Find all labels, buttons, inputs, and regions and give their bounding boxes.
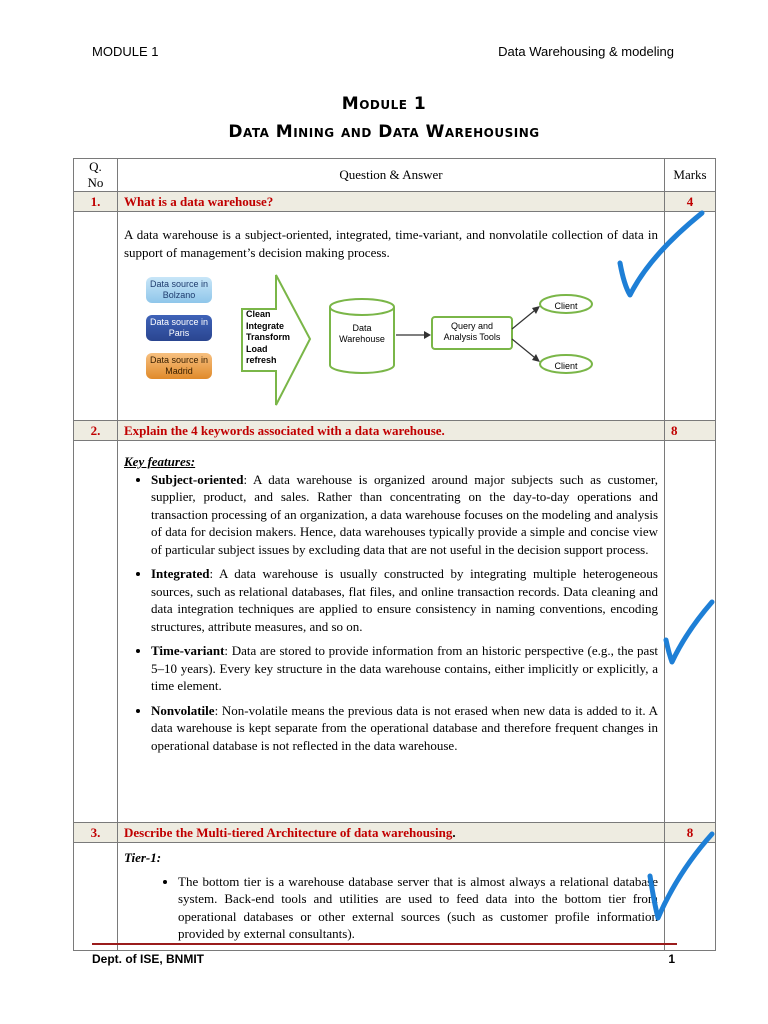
question-marks: 4: [665, 192, 716, 212]
question-text: Describe the Multi-tiered Architecture of data warehousing.: [118, 823, 665, 843]
tier-list: [124, 873, 658, 943]
question-number: 1.: [74, 192, 118, 212]
check-mark-icon: [642, 828, 718, 924]
header-subject: Data Warehousing & modeling: [498, 44, 674, 59]
page-title: Module 1: [341, 94, 427, 114]
col-marks: Marks: [665, 159, 716, 192]
header-module: MODULE 1: [92, 44, 159, 59]
list-item: • Nonvolatile: Non-volatile means the previous data is not erased when new data is added to it. A data warehouse is kept separate from the operational database and therefore frequent changes in operational database is not reflected in the data warehouse.: [151, 702, 658, 755]
answer-row-2: [74, 441, 716, 823]
list-item: • Integrated: A data warehouse is usually constructed by integrating multiple heterogeneous sources, such as relational databases, flat files, and online transaction records. Data cleaning and data integration techniques are applied to ensure consistency in naming conventions, encoding structures, attribute measures, and so on.: [151, 565, 658, 635]
question-marks: 8: [665, 823, 716, 843]
source-bolzano: Data source in Bolzano: [146, 277, 212, 303]
client-label-2: Client: [554, 361, 578, 371]
answer-text: A data warehouse is a subject-oriented, integrated, time-variant, and nonvolatile collection of data in support of management’s decision making process.: [124, 227, 658, 260]
source-paris: Data source in Paris: [146, 315, 212, 341]
tier-heading: Tier-1:: [124, 850, 162, 865]
question-number: 2.: [74, 421, 118, 441]
question-text: What is a data warehouse?: [118, 192, 665, 212]
list-item: • Time-variant: Data are stored to provide information from an historic perspective (e.g., the past 5–10 years). Every key structure in the data warehouse contains, either implicitly or explicitly, a time element.: [151, 642, 658, 695]
footer-rule: [92, 943, 677, 945]
check-mark-icon: [610, 205, 720, 305]
warehouse-label: Data Warehouse: [339, 323, 385, 344]
footer-department: Dept. of ISE, BNMIT: [92, 952, 204, 966]
key-features-heading: Key features:: [124, 454, 196, 469]
col-question: Question & Answer: [118, 159, 665, 192]
process-steps: Clean Integrate Transform Load refresh: [246, 309, 291, 365]
question-row-3: [74, 823, 716, 843]
question-number: 3.: [74, 823, 118, 843]
question-row-2: [74, 421, 716, 441]
key-features-list: [124, 471, 658, 755]
list-item: • Subject-oriented: A data warehouse is organized around major subjects such as customer, supplier, product, and sales. Rather than concentrating on the day-to-day operations and transaction processing of an organization, a data warehouse focuses on the modeling and analysis of data for decision makers. Hence, data warehouses typically provide a simple and concise view of particular subject issues by excluding data that are not useful in the decision support process.: [151, 471, 658, 559]
page-number: 1: [668, 952, 675, 966]
question-text: Explain the 4 keywords associated with a data warehouse.: [118, 421, 665, 441]
query-tools-label: Query and Analysis Tools: [443, 321, 501, 342]
source-madrid: Data source in Madrid: [146, 353, 212, 379]
page-subtitle: Data Mining and Data Warehousing: [228, 122, 540, 142]
client-label-1: Client: [554, 301, 578, 311]
col-qno: Q. No: [74, 159, 118, 192]
check-mark-icon: [660, 596, 720, 668]
list-item: • The bottom tier is a warehouse database server that is almost always a relational database system. Back-end tools and utilities are used to feed data into the bottom tier from operational databases or other external sources (such as customer profile information provided by external consultants).: [178, 873, 658, 943]
answer-row-3: [74, 843, 716, 951]
data-warehouse-diagram: [124, 273, 624, 415]
question-marks: 8: [665, 421, 716, 441]
table-header-row: [74, 159, 716, 192]
